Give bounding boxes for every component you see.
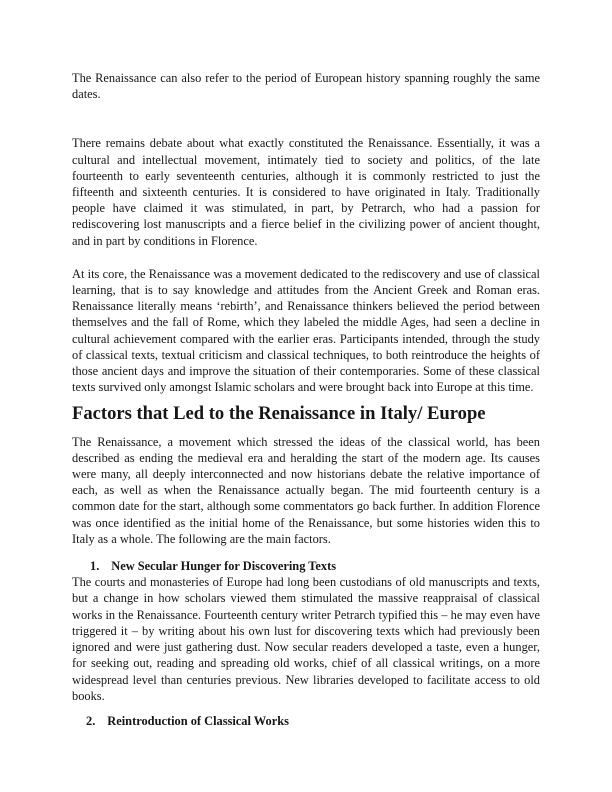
list-item-1-heading — [72, 558, 540, 574]
list-item-1-title: New Secular Hunger for Discovering Texts — [111, 559, 337, 574]
paragraph-renaissance-period: The Renaissance can also refer to the period of European history spanning roughly the same dates. — [72, 71, 540, 102]
list-item-2-heading — [72, 713, 540, 729]
paragraph-debate: There remains debate about what exactly constituted the Renaissance. Essentially, it was a cultural and intellectual movement, intimately tied to society and politics, of the late fourteenth to early seventeenth centuries, although it is commonly restricted to just the fifteenth and sixteenth centuries. It is considered to have originated in Italy. Traditionally people have claimed it was stimulated, in part, by Petrarch, who had a passion for rediscovering lost manuscripts and a fierce belief in the civilizing power of ancient thought, and in part by conditions in Florence. — [72, 136, 540, 248]
list-item-2-title: Reintroduction of Classical Works — [107, 713, 289, 728]
section-heading-factors: Factors that Led to the Renaissance in Italy/ Europe — [72, 403, 486, 425]
list-item-1-number: 1. — [90, 559, 100, 574]
list-item-1-body: The courts and monasteries of Europe had long been custodians of old manuscripts and texts, but a change in how scholars viewed them stimulated the massive reappraisal of classical works in the Renaissance. Fourteenth century writer Petrarch typified this – he may even have triggered it – by writing about his own lust for discovering texts which had previously been ignored and were just gathering dust. Now secular readers developed a taste, even a hunger, for seeking out, reading and spreading old works, chief of all classical writings, on a more widespread level than centuries previous. New libraries developed to facilitate access to old books. — [72, 575, 540, 703]
list-item-2-number: 2. — [86, 713, 96, 728]
paragraph-factors-overview: The Renaissance, a movement which stressed the ideas of the classical world, has been described as ending the medieval era and heralding the start of the modern age. Its causes were many, all deeply interconnected and now historians debate the relative importance of each, as well as when the Renaissance actually began. The mid fourteenth century is a common date for the start, although some commentators go back further. In addition Florence was once identified as the initial home of the Renaissance, but some histories widen this to Italy as a whole. The following are the main factors. — [72, 434, 540, 546]
paragraph-core-movement: At its core, the Renaissance was a movement dedicated to the rediscovery and use of classical learning, that is to say knowledge and attitudes from the Ancient Greek and Roman eras. Renaissance literally means ‘rebirth’, and Renaissance thinkers believed the period between themselves and the fall of Rome, which they labeled the middle Ages, had seen a decline in cultural achievement compared with the earlier eras. Participants intended, through the study of classical texts, textual criticism and classical techniques, to both reintroduce the heights of those ancient days and improve the situation of their contemporaries. Some of these classical texts survived only amongst Islamic scholars and were brought back into Europe at this time. — [72, 266, 540, 395]
